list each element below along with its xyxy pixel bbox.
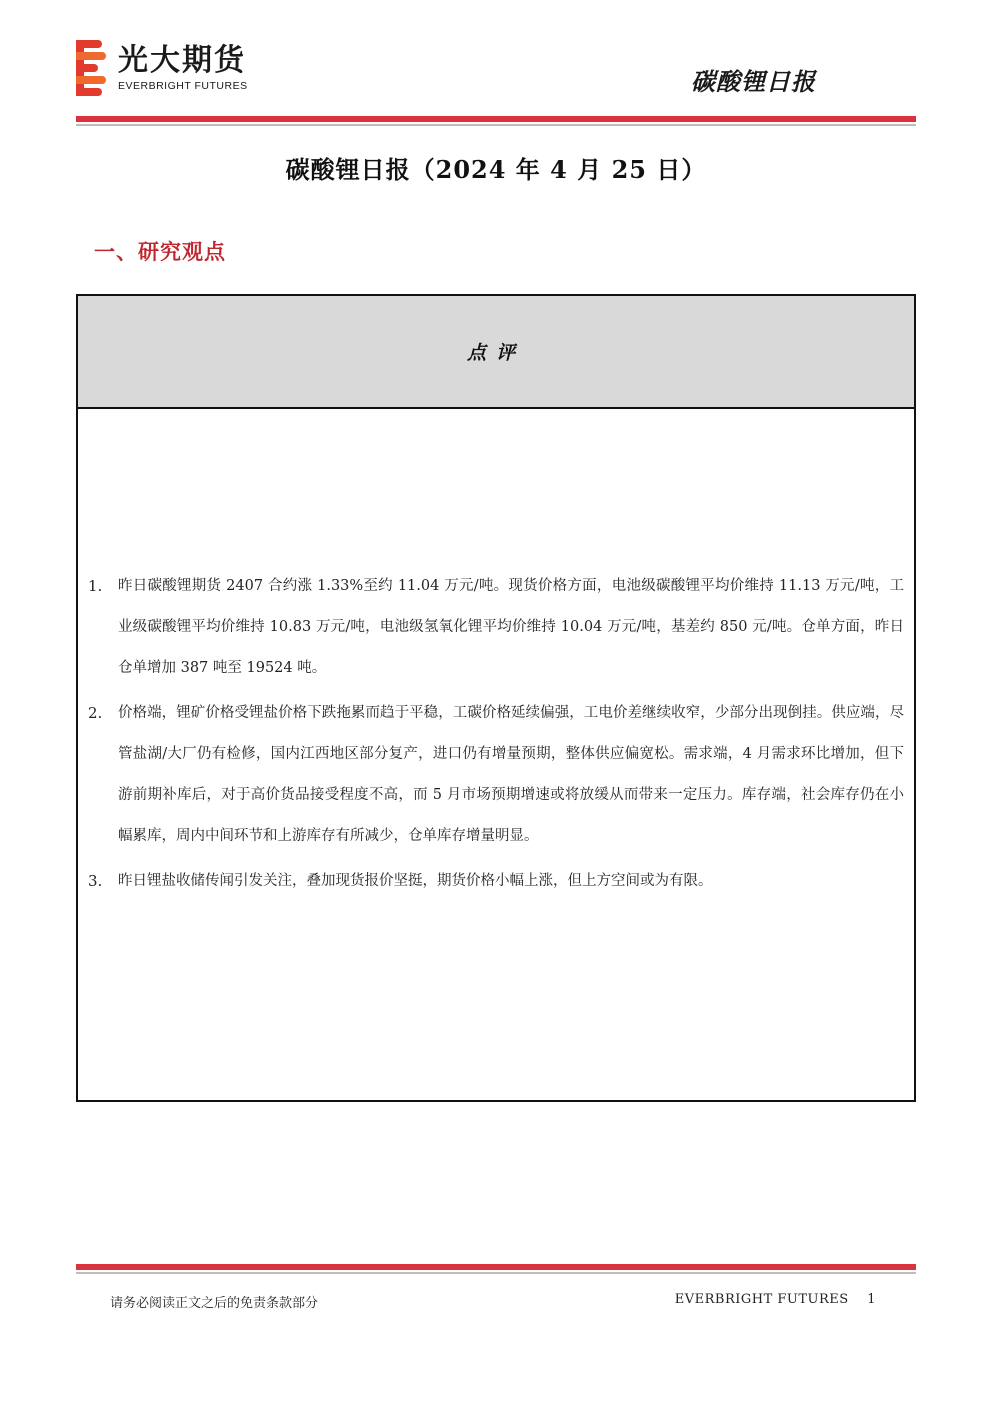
review-point (78, 861, 914, 902)
point-text: 昨日锂盐收储传闻引发关注，叠加现货报价坚挺，期货价格小幅上涨，但上方空间或为有限。 (118, 873, 713, 889)
point-text: 昨日碳酸锂期货 2407 合约涨 1.33%至约 11.04 万元/吨。现货价格方面，电池级碳酸锂平均价维持 11.13 万元/吨，工业级碳酸锂平均价维持 10.83 万元/吨，电池级氢氧化锂平均价维持 10.04 万元/吨，基差约 850 元/吨。仓单方面，昨日仓单增加 387 吨至 19524 吨。 (118, 578, 904, 676)
document-title: 碳酸锂日报（2024 年 4 月 25 日） (285, 155, 707, 184)
page-header (76, 40, 916, 112)
footer-grey-divider (76, 1272, 916, 1274)
company-logo (76, 40, 248, 96)
header-red-divider (76, 116, 916, 122)
section-heading: 一、研究观点 (94, 240, 226, 264)
logo-chinese-name: 光大期货 (118, 43, 246, 78)
footer-brand-page (675, 1292, 876, 1307)
review-point (78, 566, 914, 689)
point-number: 3. (88, 872, 103, 890)
review-table (76, 294, 916, 1102)
logo-english-name: EVERBRIGHT FUTURES (118, 80, 248, 92)
review-header-label: 点评 (466, 342, 525, 364)
header-grey-divider (76, 124, 916, 126)
footer-red-divider (76, 1264, 916, 1270)
footer-brand: EVERBRIGHT FUTURES (674, 1292, 849, 1307)
page-number: 1 (867, 1292, 876, 1307)
footer-disclaimer: 请务必阅读正文之后的免责条款部分 (110, 1296, 319, 1311)
review-body (78, 566, 914, 906)
point-number: 1. (88, 577, 103, 595)
review-header (78, 296, 914, 409)
report-name: 碳酸锂日报 (691, 68, 816, 96)
review-point (78, 693, 914, 857)
everbright-logo-icon (76, 40, 110, 96)
point-number: 2. (88, 704, 103, 722)
point-text: 价格端，锂矿价格受锂盐价格下跌拖累而趋于平稳，工碳价格延续偏强，工电价差继续收窄，少部分出现倒挂。供应端，尽管盐湖/大厂仍有检修，国内江西地区部分复产，进口仍有增量预期，整体供应偏宽松。需求端，4 月需求环比增加，但下游前期补库后，对于高价货品接受程度不高，而 5 月市场预期增速或将放缓从而带来一定压力。库存端，社会库存仍在小幅累库，周内中间环节和上游库存有所减少，仓单库存增量明显。 (118, 705, 904, 844)
